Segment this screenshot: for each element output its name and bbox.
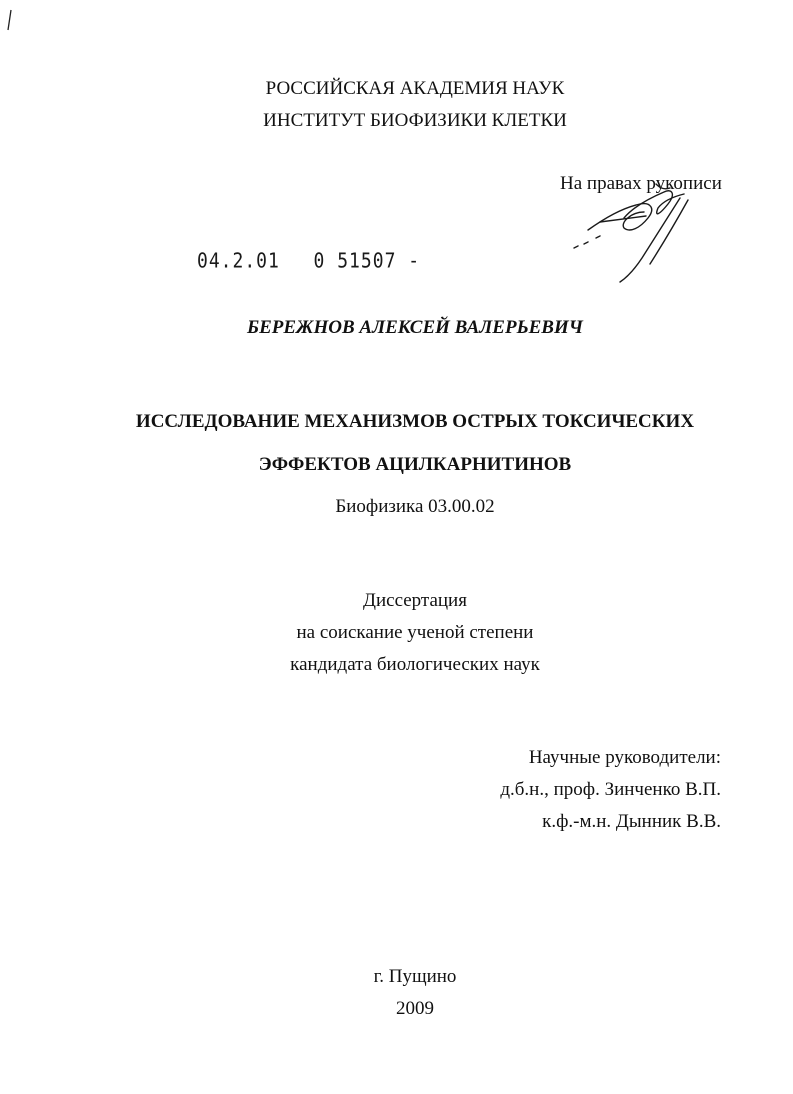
stamp-number: 0 51507 -	[313, 249, 421, 274]
degree-type: Диссертация	[363, 590, 467, 611]
dissertation-title-line-2: ЭФФЕКТОВ АЦИЛКАРНИТИНОВ	[258, 454, 572, 475]
author-name: БЕРЕЖНОВ АЛЕКСЕЙ ВАЛЕРЬЕВИЧ	[247, 317, 583, 338]
stamp-code: 04.2.01	[197, 249, 280, 274]
corner-pen-mark	[6, 8, 14, 32]
manuscript-note: На правах рукописи	[560, 173, 722, 194]
specialty-code: Биофизика 03.00.02	[335, 496, 495, 517]
degree-purpose: на соискание ученой степени	[296, 622, 534, 643]
supervisor-2: к.ф.-м.н. Дынник В.В.	[542, 811, 721, 832]
dissertation-title-line-1: ИССЛЕДОВАНИЕ МЕХАНИЗМОВ ОСТРЫХ ТОКСИЧЕСКИХ	[135, 411, 695, 432]
institute-name: ИНСТИТУТ БИОФИЗИКИ КЛЕТКИ	[263, 110, 567, 131]
supervisor-1: д.б.н., проф. Зинченко В.П.	[500, 779, 721, 800]
handwritten-signature	[560, 178, 710, 283]
academy-name: РОССИЙСКАЯ АКАДЕМИЯ НАУК	[265, 78, 565, 99]
year: 2009	[396, 998, 434, 1019]
supervisors-heading: Научные руководители:	[528, 747, 721, 768]
library-stamp	[197, 249, 420, 273]
degree-field: кандидата биологических наук	[290, 654, 540, 675]
city: г. Пущино	[373, 966, 457, 987]
